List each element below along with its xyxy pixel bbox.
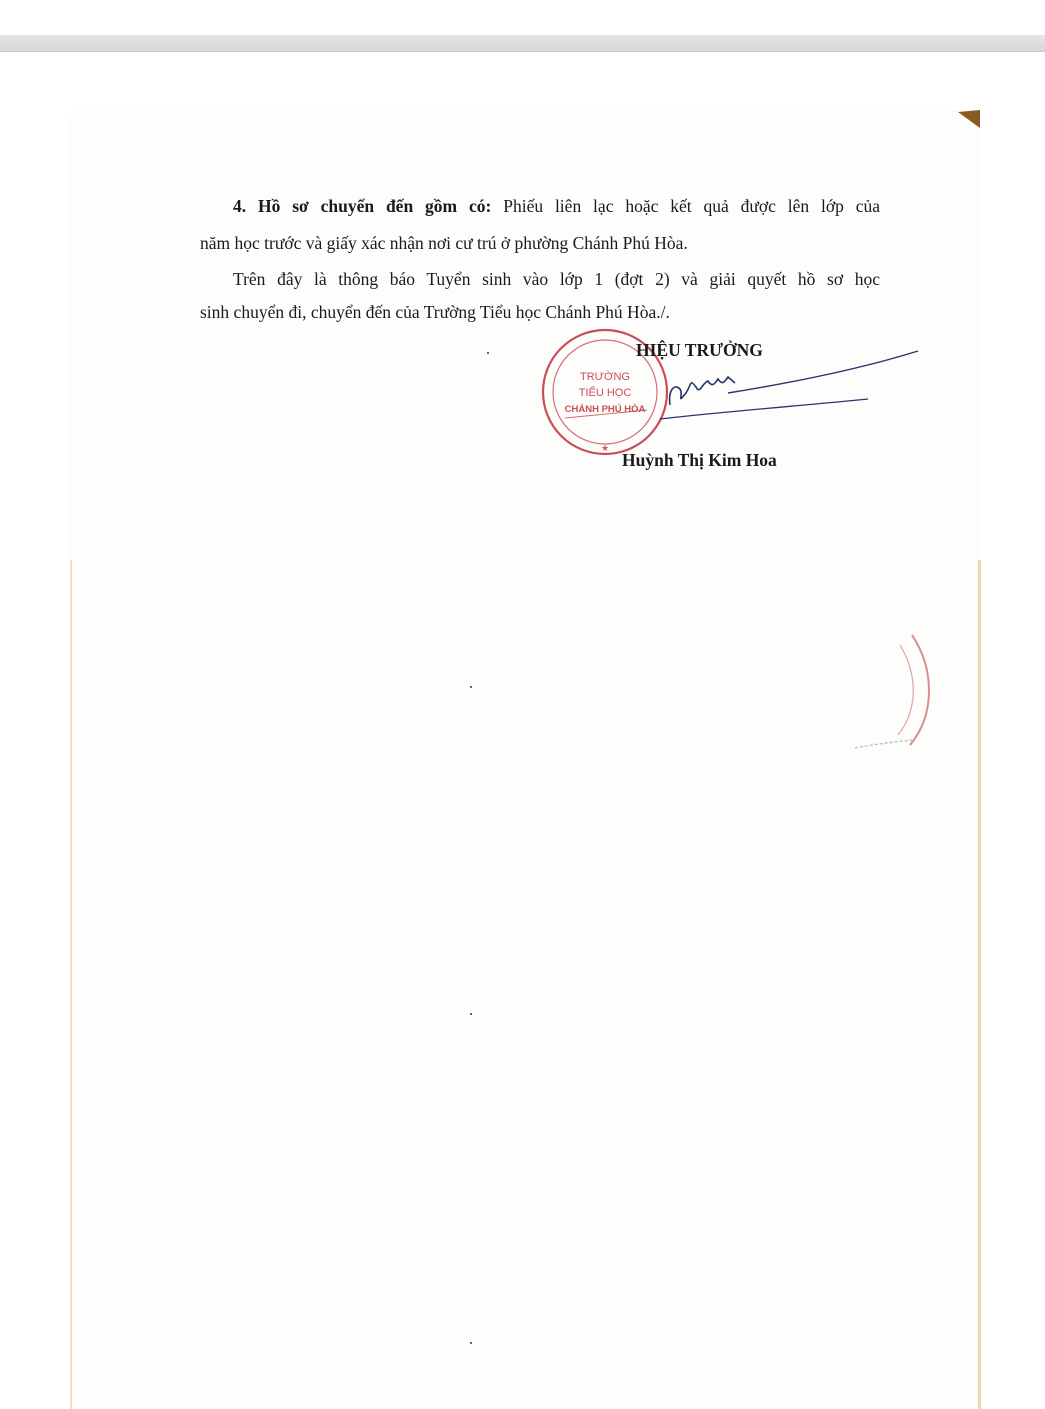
edge-seal-stamp — [850, 630, 930, 755]
scan-speck — [470, 1342, 472, 1344]
signer-name: Huỳnh Thị Kim Hoa — [622, 450, 777, 470]
seal-line2: TIỂU HỌC — [578, 387, 632, 399]
item4-line1 — [233, 196, 880, 217]
closing-line1: Trên đây là thông báo Tuyển sinh vào lớp 1 (đợt 2) và giải quyết hồ sơ học — [233, 269, 880, 289]
seal-line3: CHÁNH PHÚ HÒA — [564, 404, 646, 415]
svg-text:★: ★ — [600, 443, 610, 453]
viewer-top-bar — [0, 0, 1045, 56]
item4-text-line1: Phiếu liên lạc hoặc kết quả được lên lớp của — [503, 196, 881, 216]
page-corner-fold — [958, 110, 980, 128]
item4-label: 4. Hồ sơ chuyển đến gồm có: — [233, 196, 492, 216]
closing-line2: sinh chuyển đi, chuyển đến của Trường Tiểu học Chánh Phú Hòa./. — [200, 302, 670, 322]
item4-line2: năm học trước và giấy xác nhận nơi cư trú ở phường Chánh Phú Hòa. — [200, 233, 688, 253]
signer-title: HIỆU TRƯỞNG — [636, 340, 763, 360]
seal-line1: TRƯỜNG — [580, 371, 630, 383]
page-edge-right — [978, 560, 981, 1409]
scan-speck — [470, 1013, 472, 1015]
scan-speck — [487, 352, 489, 354]
scan-speck — [470, 686, 472, 688]
viewer-toolbar-band — [0, 35, 1045, 52]
